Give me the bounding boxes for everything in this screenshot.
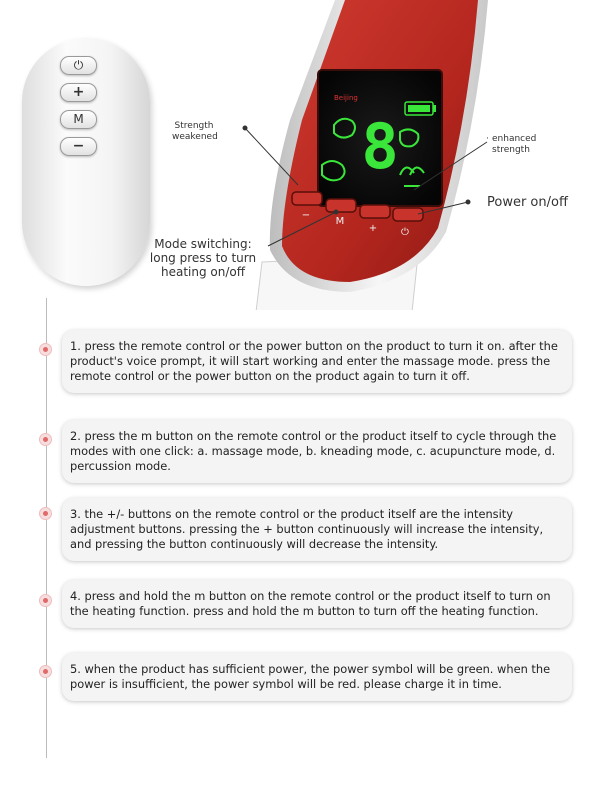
step-4-dot [39, 594, 52, 607]
enhanced-strength-label: enhanced strength [492, 134, 537, 155]
mode-switching-line-1: Mode switching: [154, 237, 252, 251]
step-2-text: 2. press the m button on the remote control or the product itself to cycle through the modes with one click: a. massage mode, b. kneading mode, c. acupuncture mode, d. percussion mode. [70, 429, 557, 473]
device-mode-label: M [335, 216, 345, 227]
mode-switching-label [146, 237, 260, 279]
step-1-dot [39, 343, 52, 356]
enhanced-strength-dot: · [486, 134, 489, 144]
step-4-card [62, 580, 572, 628]
mode-switching-line-2: long press to turn [149, 251, 257, 265]
timeline-line [46, 298, 47, 758]
remote-mode-button[interactable]: M [60, 110, 97, 129]
step-1-text: 1. press the remote control or the power button on the product to turn it on. after the product's voice prompt, it will start working and enter the massage mode. press the remote control or the power button on the product again to turn it off. [70, 339, 558, 383]
display-city: Beijing [334, 94, 358, 102]
strength-weakened-label: Strength weakened [172, 121, 218, 142]
device-minus-button[interactable] [292, 192, 322, 205]
power-on-off-label: Power on/off [487, 195, 568, 210]
device-plus-button[interactable] [360, 205, 390, 218]
device-power-button[interactable] [393, 208, 423, 221]
step-4-text: 4. press and hold the m button on the remote control or the product itself to turn on the heating function. press and hold the m button to turn off the heating function. [70, 589, 551, 618]
step-3-dot [39, 507, 52, 520]
device-power-label: ⏻ [401, 227, 409, 238]
remote-plus-button[interactable]: + [60, 83, 97, 102]
display-digit: 8 [361, 110, 399, 183]
device-minus-label: − [301, 210, 311, 221]
device-mode-button[interactable] [326, 199, 356, 212]
step-3-card [62, 498, 572, 561]
remote-power-button[interactable]: ⏻ [60, 56, 97, 75]
step-5-card [62, 653, 572, 701]
step-2-card [62, 420, 572, 483]
mode-switching-line-3: heating on/off [160, 265, 246, 279]
step-1-card [62, 330, 572, 393]
step-3-text: 3. the +/- buttons on the remote control or the product itself are the intensity adjustment buttons. pressing the + button continuously will increase the intensity, and pressing the button continuously will decrease the intensity. [70, 507, 544, 551]
step-5-dot [39, 665, 52, 678]
step-5-text: 5. when the product has sufficient power, the power symbol will be green. when the power is insufficient, the power symbol will be red. please charge it in time. [70, 662, 551, 691]
remote-minus-button[interactable]: − [60, 137, 97, 156]
step-2-dot [39, 433, 52, 446]
device-plus-label: + [368, 223, 378, 234]
